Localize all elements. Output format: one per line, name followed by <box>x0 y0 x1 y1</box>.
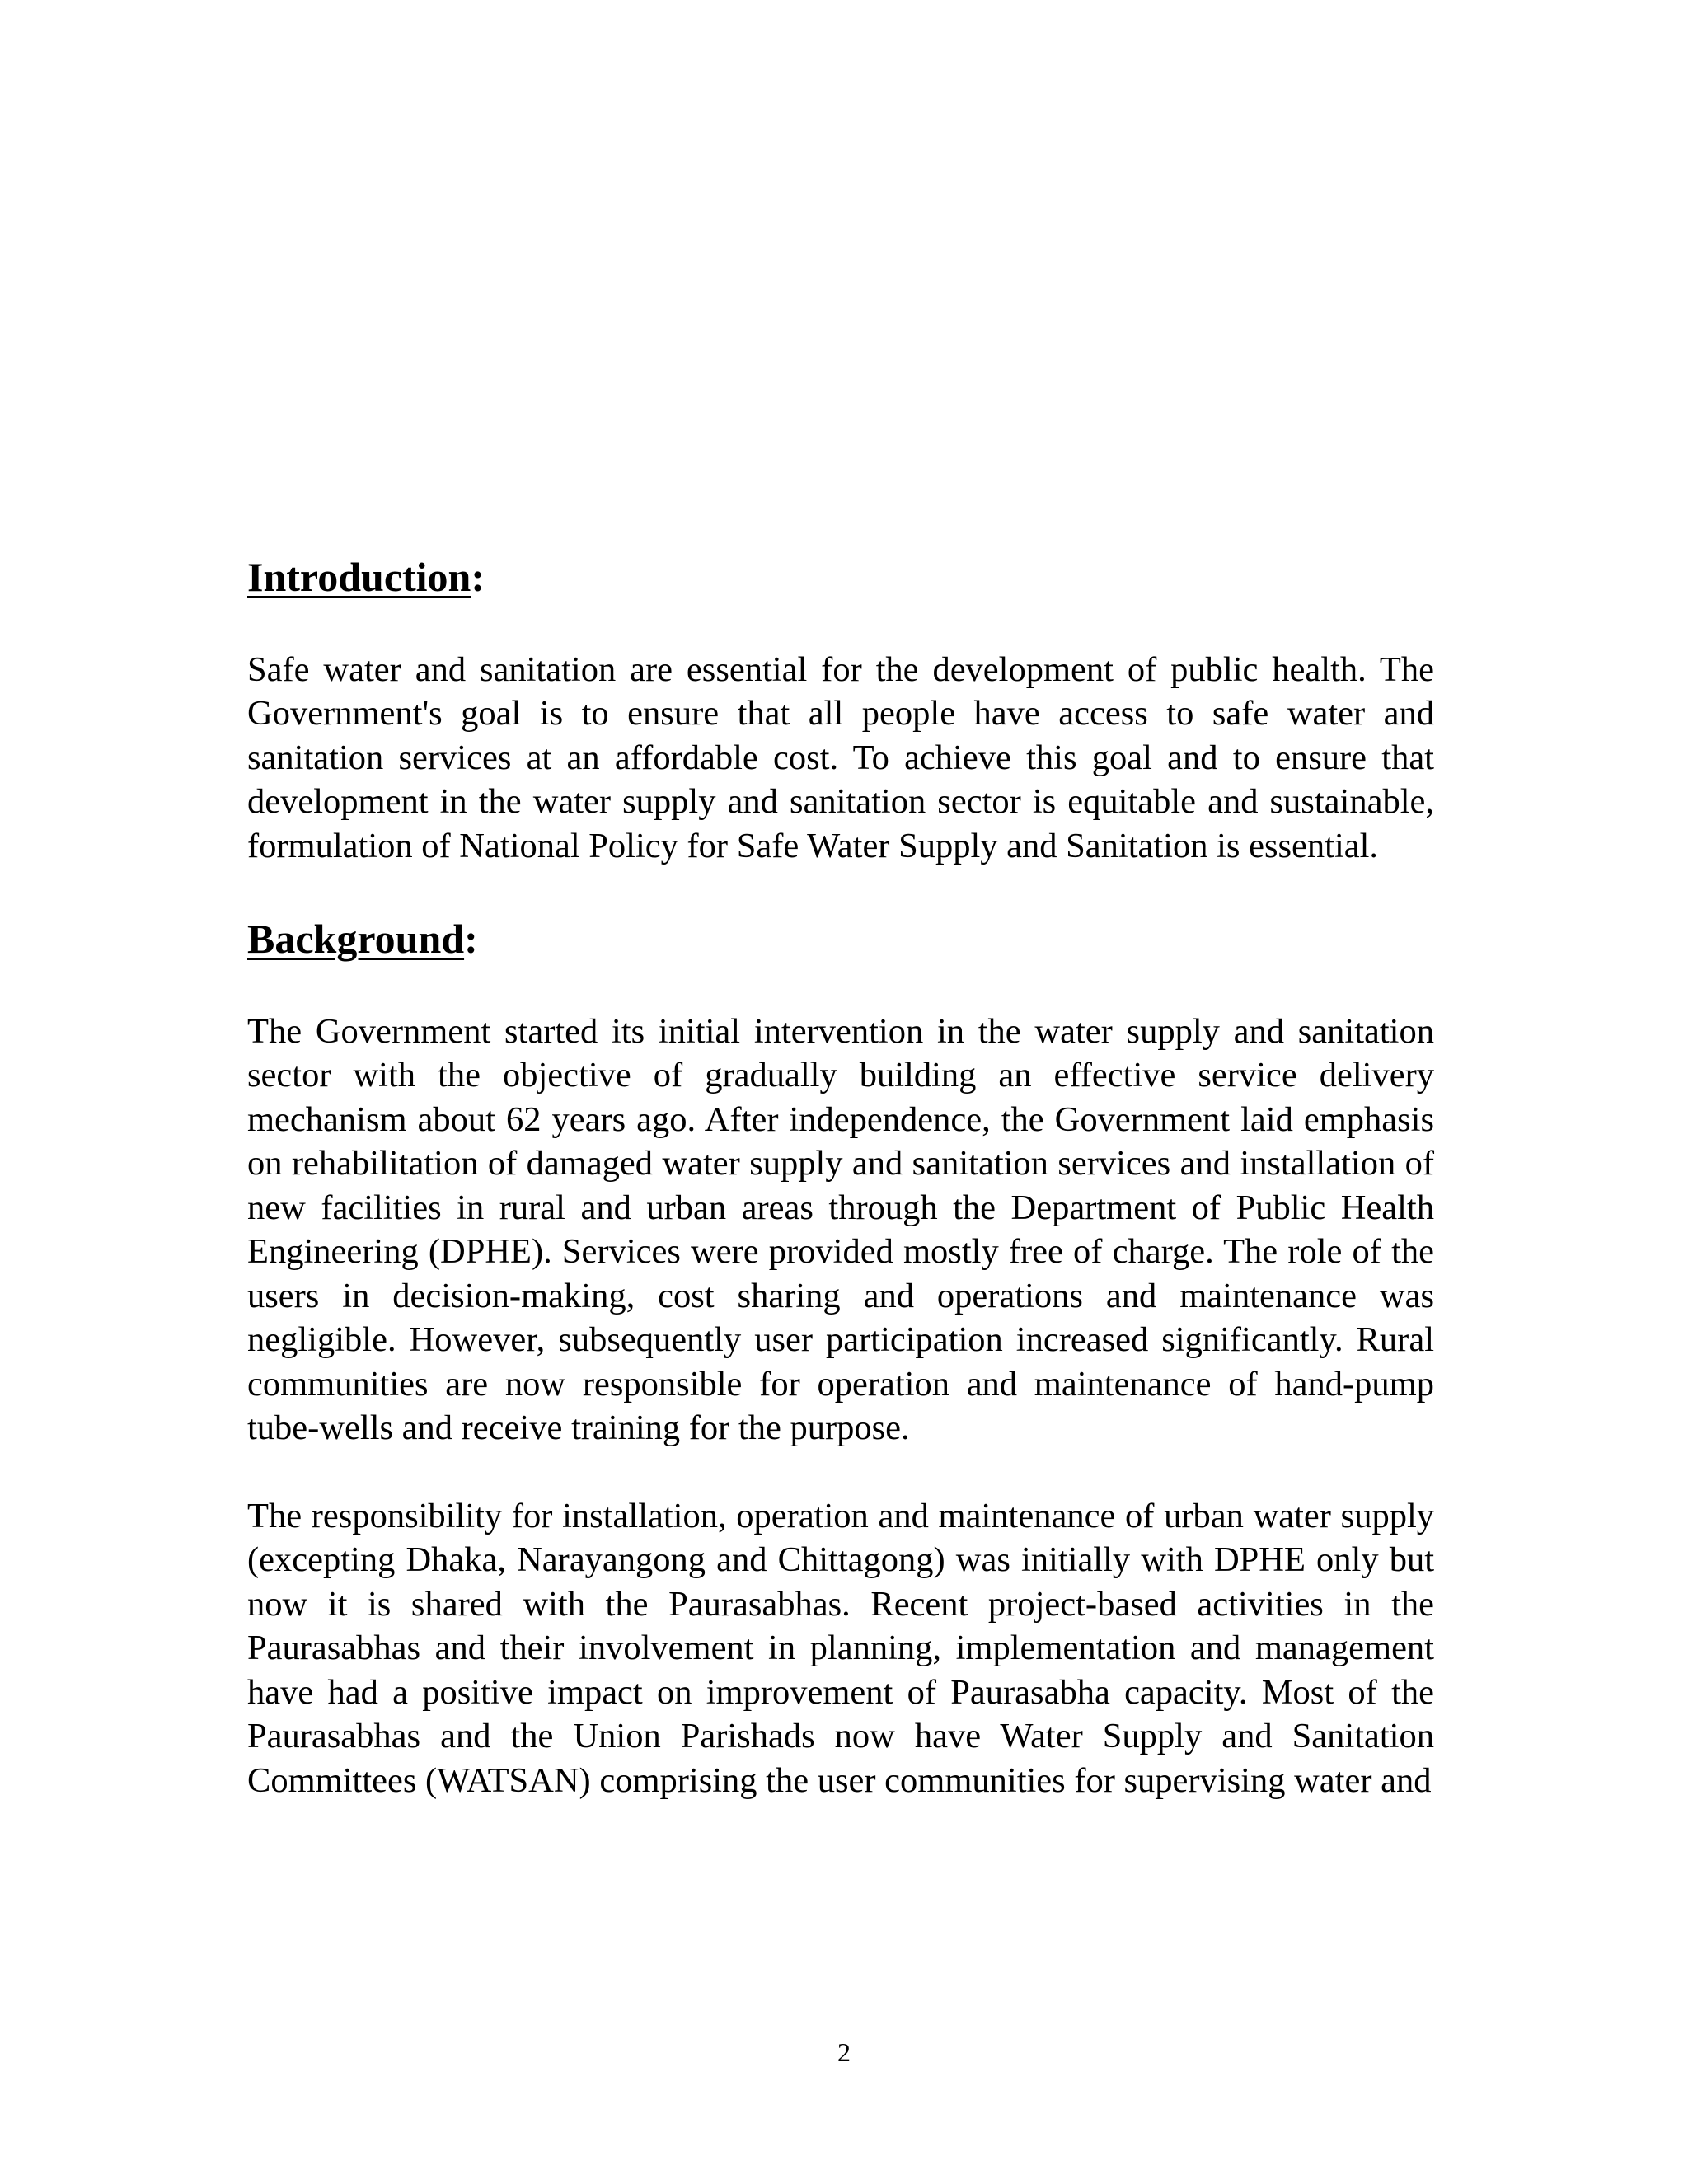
background-heading <box>247 916 1434 963</box>
introduction-paragraph: Safe water and sanitation are essential for the development of public health. The Government's goal is to ensure that all people have access to safe water and sanitation services at an affordable cost. To achieve this goal and to ensure that development in the water supply and sanitation sector is equitable and sustainable, formulation of National Policy for Safe Water Supply and Sanitation is essential. <box>247 649 1434 865</box>
background-paragraph-2: The responsibility for installation, operation and maintenance of urban water supply (excepting Dhaka, Narayangong and Chittagong) was initially with DPHE only but now it is shared with the Paurasabhas. Recent project-based activities in the Paurasabhas and their involvement in planning, implementation and management have had a positive impact on improvement of Paurasabha capacity. Most of the Paurasabhas and the Union Parishads now have Water Supply and Sanitation Committees (WATSAN) comprising the user communities for supervising water and <box>247 1496 1434 1800</box>
background-paragraph-1: The Government started its initial intervention in the water supply and sanitation sector with the objective of gradually building an effective service delivery mechanism about 62 years ago. After independence, the Government laid emphasis on rehabilitation of damaged water supply and sanitation services and installation of new facilities in rural and urban areas through the Department of Public Health Engineering (DPHE). Services were provided mostly free of charge. The role of the users in decision-making, cost sharing and operations and maintenance was negligible. However, subsequently user participation increased significantly. Rural communities are now responsible for operation and maintenance of hand-pump tube-wells and receive training for the purpose. <box>247 1011 1434 1447</box>
introduction-heading <box>247 554 1434 602</box>
spacer <box>247 963 1434 1010</box>
background-heading-colon: : <box>464 916 478 962</box>
introduction-heading-colon: : <box>471 554 485 600</box>
spacer <box>247 1451 1434 1494</box>
introduction-heading-text: Introduction <box>247 554 471 600</box>
spacer <box>247 868 1434 916</box>
spacer <box>247 602 1434 648</box>
document-body <box>247 554 1434 1802</box>
background-heading-text: Background <box>247 916 465 962</box>
page-number: 2 <box>837 2037 851 2067</box>
